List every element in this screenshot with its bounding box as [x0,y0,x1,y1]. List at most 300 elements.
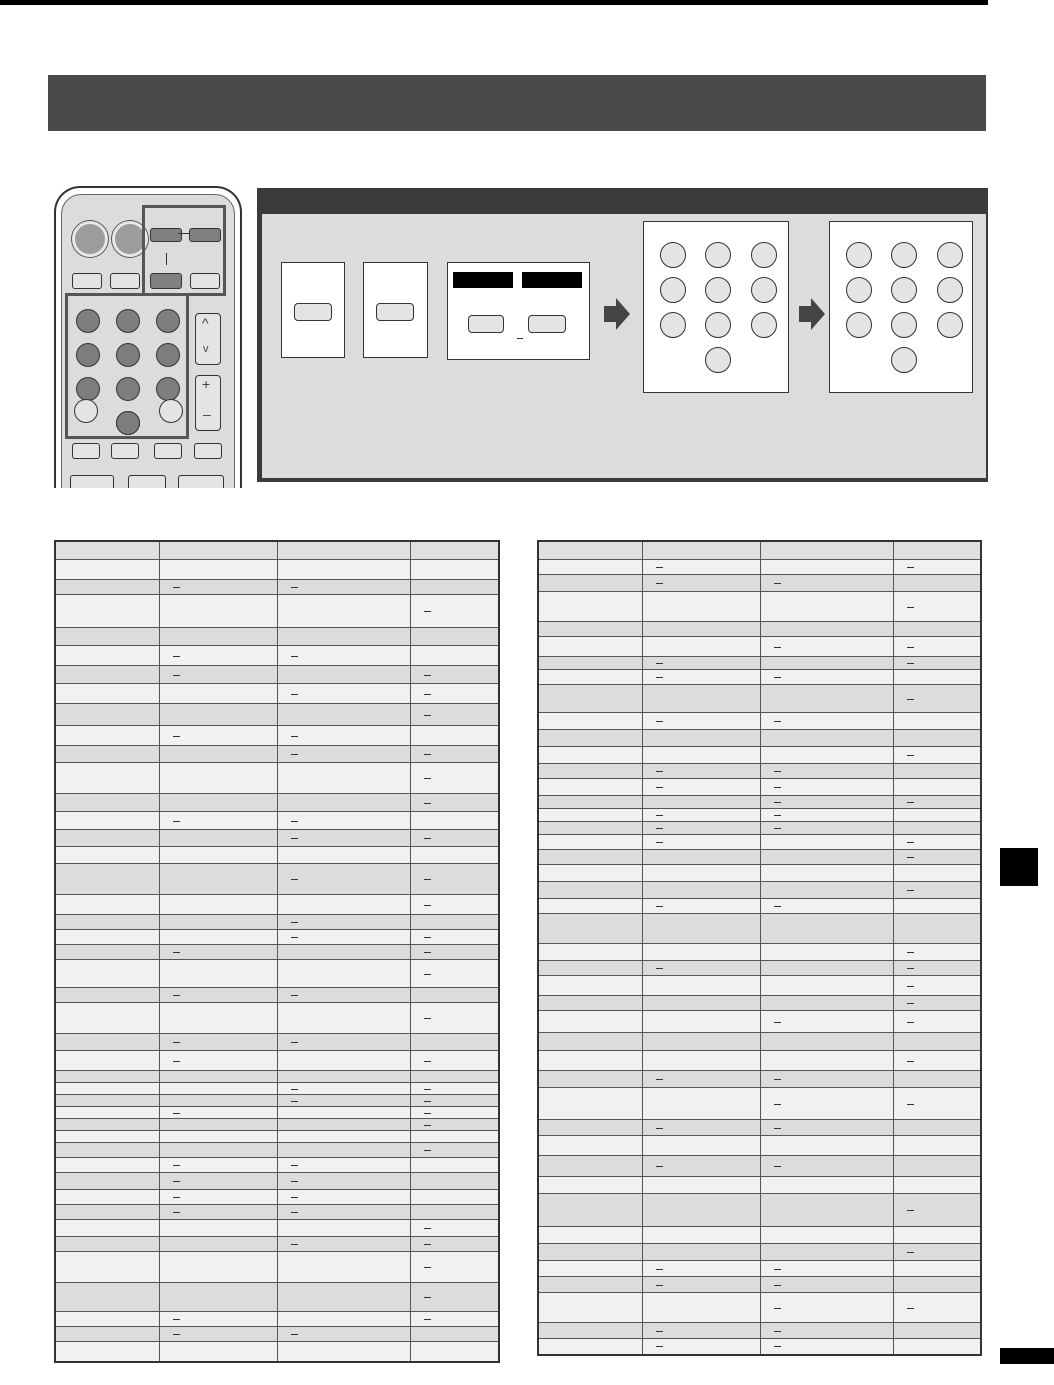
table-cell [55,1312,159,1327]
dash-mark [656,906,663,907]
dash-mark [774,906,781,907]
table-cell [538,1277,642,1293]
table-row [538,996,981,1011]
keypad-circle [660,242,686,268]
dash-mark [656,1079,663,1080]
table-cell [277,1237,410,1252]
keypad-circle [891,277,917,303]
dash-mark [656,677,663,678]
table-cell [277,945,410,960]
section-title-bar [48,75,986,131]
table-row [55,1003,499,1034]
table-row [538,850,981,865]
table-cell [410,960,499,988]
table-cell [410,864,499,895]
dash-mark [424,803,431,804]
table-cell [538,1136,642,1156]
table-cell [642,764,760,779]
table-cell [277,915,410,930]
dash-mark [173,1197,180,1198]
table-cell [159,1003,277,1034]
table-cell [55,1190,159,1205]
table-cell [642,996,760,1011]
table-row [55,945,499,960]
table-cell [760,657,893,670]
table-cell [277,1205,410,1220]
dash-mark [774,677,781,678]
table-cell [893,670,981,685]
table-row [55,628,499,646]
dash-mark [424,974,431,975]
table-row [55,1327,499,1342]
remote-number-key [116,411,140,435]
table-cell [410,1283,499,1312]
dash-mark [656,1346,663,1347]
dash-mark [774,815,781,816]
table-row [55,1173,499,1190]
column-header [55,541,159,560]
step-button [468,315,504,333]
dash-mark [173,1319,180,1320]
table-cell [277,930,410,945]
table-cell [893,1033,981,1051]
keypad-circle [705,312,731,338]
table-cell [410,746,499,763]
table-cell [55,960,159,988]
right-table [537,540,982,1356]
table-cell [55,646,159,666]
table-cell [159,945,277,960]
dash-mark [907,802,914,803]
dash-mark [656,567,663,568]
table-cell [159,704,277,726]
table-cell [760,1156,893,1177]
table-cell [760,976,893,996]
table-cell [410,580,499,595]
table-cell [159,746,277,763]
keypad-circle [891,242,917,268]
table-cell [538,1071,642,1088]
dash-mark [291,736,298,737]
table-cell [642,1088,760,1120]
table-row [538,1011,981,1033]
table-cell [760,1177,893,1194]
dash-mark [424,937,431,938]
dash-mark [907,1252,914,1253]
table-cell [538,1323,642,1339]
keypad-circle [937,277,963,303]
table-row [55,1205,499,1220]
table-cell [760,1261,893,1277]
dash-mark [656,663,663,664]
dash-mark [656,1128,663,1129]
table-cell [760,809,893,822]
dash-mark [173,1165,180,1166]
table-row [538,796,981,809]
table-cell [893,779,981,796]
dash-mark [774,1269,781,1270]
table-row [55,1283,499,1312]
table-cell [410,666,499,684]
dash-mark [291,1181,298,1182]
remote-number-key [116,343,140,367]
table-row [55,915,499,930]
table-cell [760,1277,893,1293]
table-row [55,726,499,746]
table-cell [893,622,981,637]
table-cell [538,822,642,835]
dash-mark [656,787,663,788]
dash-mark [424,715,431,716]
table-cell [55,1173,159,1190]
table-cell [277,960,410,988]
dash-mark [173,1212,180,1213]
table-row [55,988,499,1003]
dash-mark [774,1346,781,1347]
keypad-circle [660,277,686,303]
table-cell [277,1220,410,1237]
left-table [54,540,500,1363]
arrow-right-icon [799,298,825,330]
remote-button [154,443,182,459]
table-cell [760,730,893,747]
table-cell [277,1252,410,1283]
keypad-circle [846,312,872,338]
table-cell [538,779,642,796]
table-cell [642,713,760,730]
step-card-1 [281,262,345,358]
table-cell [893,865,981,882]
table-cell [538,1244,642,1261]
dash-mark [424,1089,431,1090]
table-row [55,1131,499,1143]
table-cell [159,726,277,746]
table-cell [538,657,642,670]
column-header [159,541,277,560]
dash-mark [424,694,431,695]
table-cell [642,685,760,713]
dash-mark [424,838,431,839]
dash-mark [907,567,914,568]
dash-mark [424,879,431,880]
table-row [538,1120,981,1136]
dash-mark [424,675,431,676]
table-cell [159,1131,277,1143]
step-card-2 [363,262,428,358]
table-cell [642,882,760,899]
highlight-outline [142,205,226,296]
table-cell [642,1244,760,1261]
table-row [538,764,981,779]
table-cell [55,1143,159,1158]
table-cell [159,895,277,915]
table-cell [760,865,893,882]
table-cell [55,560,159,580]
table-cell [410,1190,499,1205]
table-cell [893,764,981,779]
table-row [538,1194,981,1227]
table-cell [893,914,981,944]
table-cell [760,622,893,637]
table-row [538,1051,981,1071]
table-cell [55,864,159,895]
table-cell [538,1339,642,1355]
table-cell [410,895,499,915]
table-cell [538,685,642,713]
dash-mark [656,1166,663,1167]
dash-mark [907,647,914,648]
table-row [538,1339,981,1355]
table-cell [159,1107,277,1119]
table-cell [893,882,981,899]
dash-mark [774,1128,781,1129]
table-cell [642,1177,760,1194]
table-cell [893,1088,981,1120]
table-cell [538,865,642,882]
table-cell [760,1339,893,1355]
table-cell [893,809,981,822]
table-cell [55,1158,159,1173]
dash-mark [424,1319,431,1320]
table-cell [642,730,760,747]
dash-mark [774,802,781,803]
table-cell [410,1205,499,1220]
table-cell [410,945,499,960]
table-row [538,779,981,796]
table-cell [410,930,499,945]
table-cell [410,847,499,864]
table-cell [642,944,760,961]
table-row [538,560,981,575]
table-cell [760,670,893,685]
table-cell [55,666,159,684]
remote-volume-rocker: + – [195,375,221,431]
dash-mark [291,1334,298,1335]
column-header [277,541,410,560]
dash-mark [424,611,431,612]
table-cell [55,580,159,595]
table-row [538,1156,981,1177]
keypad-circle [705,242,731,268]
table-cell [893,1051,981,1071]
table-cell [538,976,642,996]
table-cell [538,764,642,779]
table-cell [55,1205,159,1220]
dash-mark [774,583,781,584]
table-cell [410,628,499,646]
dash-mark [907,842,914,843]
dash-mark [656,721,663,722]
table-row [55,1220,499,1237]
table-cell [642,747,760,764]
dash-mark [907,1104,914,1105]
table-cell [159,1283,277,1312]
table-cell [642,961,760,976]
table-cell [893,822,981,835]
side-tab-bottom [1000,1348,1054,1364]
table-cell [760,1244,893,1261]
table-row [55,684,499,704]
table-cell [760,1227,893,1244]
dash-mark [173,1334,180,1335]
dash-mark [173,1113,180,1114]
table-cell [159,560,277,580]
remote-button [72,273,102,289]
dash-mark [656,842,663,843]
table-cell [159,1158,277,1173]
table-cell [277,1119,410,1131]
dash-mark [424,1150,431,1151]
table-row [538,1293,981,1323]
table-cell [760,685,893,713]
table-cell [159,1173,277,1190]
step-card-3 [447,262,590,360]
table-cell [642,1194,760,1227]
table-cell [159,595,277,628]
table-cell [410,560,499,580]
table-cell [893,575,981,592]
table-cell [893,899,981,914]
instruction-panel [257,188,988,482]
table-cell [55,794,159,812]
table-cell [410,915,499,930]
dash-mark [656,968,663,969]
black-label-1 [453,272,513,288]
table-row [538,657,981,670]
table-cell [277,1034,410,1051]
table-cell [642,1051,760,1071]
table-cell [760,560,893,575]
dash-mark [774,1285,781,1286]
dash-mark [656,771,663,772]
table-row [538,1177,981,1194]
column-header [893,541,981,560]
table-cell [893,1227,981,1244]
table-cell [55,704,159,726]
table-cell [159,1119,277,1131]
table-cell [893,560,981,575]
table-cell [760,835,893,850]
table-cell [893,1293,981,1323]
table-cell [55,988,159,1003]
table-cell [893,944,981,961]
top-rule [0,0,988,5]
table-cell [410,1003,499,1034]
table-cell [159,864,277,895]
dash-mark [424,1061,431,1062]
table-cell [410,1071,499,1083]
table-row [55,960,499,988]
keypad-card-2 [829,221,973,393]
table-cell [410,1312,499,1327]
table-cell [277,847,410,864]
table-cell [538,560,642,575]
table-header-row [538,541,981,560]
table-cell [55,1095,159,1107]
table-cell [642,1011,760,1033]
remote-number-key [76,377,100,401]
remote-number-key [156,309,180,333]
remote-rocker-up-down: ^ v [195,313,221,365]
dash-mark [774,828,781,829]
table-cell [760,1293,893,1323]
table-cell [538,1293,642,1323]
table-cell [538,944,642,961]
table-cell [410,1237,499,1252]
table-cell [159,1034,277,1051]
table-cell [538,730,642,747]
table-row [55,1312,499,1327]
keypad-circle [751,242,777,268]
table-cell [760,1323,893,1339]
table-cell [277,1095,410,1107]
table-cell [410,1119,499,1131]
dash-mark [291,1101,298,1102]
table-row [538,1277,981,1293]
table-cell [410,595,499,628]
table-cell [893,976,981,996]
table-row [538,747,981,764]
table-cell [642,914,760,944]
dash-mark [173,1181,180,1182]
table-row [538,1323,981,1339]
table-cell [159,1095,277,1107]
table-cell [893,685,981,713]
table-cell [277,595,410,628]
table-cell [277,1312,410,1327]
table-cell [277,704,410,726]
table-cell [893,1011,981,1033]
table-cell [55,930,159,945]
remote-button [111,443,139,459]
table-row [55,646,499,666]
keypad-circle [751,312,777,338]
table-cell [159,1237,277,1252]
dash-mark [291,922,298,923]
table-cell [760,914,893,944]
table-cell [410,812,499,830]
dash-mark [173,736,180,737]
dash-mark [424,1101,431,1102]
table-cell [538,996,642,1011]
table-cell [760,637,893,657]
table-cell [410,1095,499,1107]
dash-mark [907,1308,914,1309]
table-cell [55,1283,159,1312]
dash-mark [173,587,180,588]
table-row [538,835,981,850]
table-row [538,914,981,944]
table-row [538,1033,981,1051]
dash-mark [656,815,663,816]
dash-mark [424,1125,431,1126]
dash-mark [424,1244,431,1245]
table-cell [277,1143,410,1158]
dash-mark [774,1308,781,1309]
table-row [55,847,499,864]
dash-mark [291,1089,298,1090]
table-cell [410,1173,499,1190]
table-cell [277,763,410,794]
table-cell [893,1120,981,1136]
table-cell [410,1051,499,1071]
table-cell [277,1190,410,1205]
table-cell [159,812,277,830]
table-cell [55,1051,159,1071]
table-cell [760,1033,893,1051]
table-cell [55,1071,159,1083]
dash-mark [907,607,914,608]
